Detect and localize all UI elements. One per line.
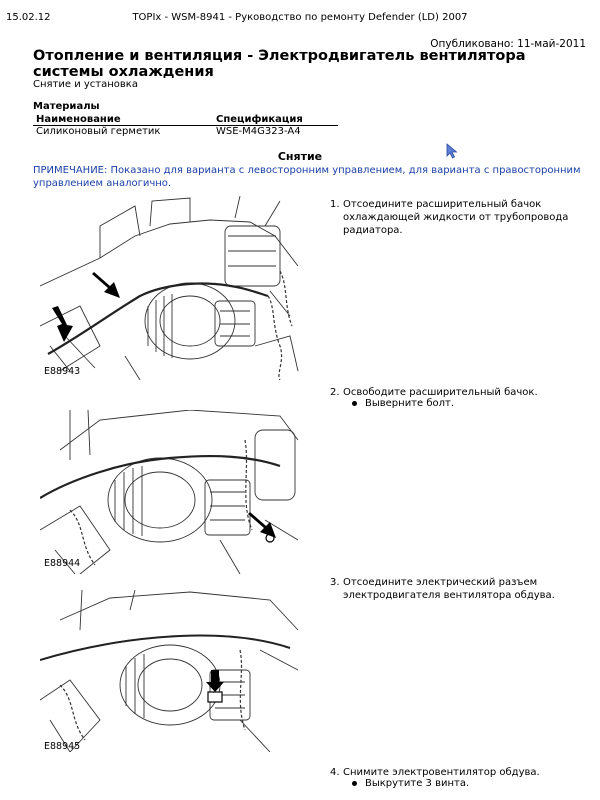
materials-cell-spec: WSE-M4G323-A4 bbox=[216, 126, 301, 137]
bullet-icon bbox=[352, 781, 357, 786]
figure-label: E88945 bbox=[44, 741, 81, 752]
page-subtitle: Снятие и установка bbox=[33, 79, 138, 90]
figure-e88943 bbox=[40, 196, 300, 380]
engine-bay-illustration-3 bbox=[40, 590, 300, 752]
mouse-cursor-icon bbox=[446, 143, 458, 159]
step-number: 1. bbox=[330, 199, 340, 210]
engine-bay-illustration-2 bbox=[40, 410, 300, 574]
step-3 bbox=[330, 576, 570, 602]
section-heading: Снятие bbox=[277, 150, 323, 163]
page-title: Отопление и вентиляция - Электродвигатель вентилятора системы охлаждения bbox=[33, 48, 526, 80]
materials-heading: Материалы bbox=[33, 101, 100, 112]
step-text: Снимите электровентилятор обдува. bbox=[343, 767, 540, 778]
arrow-icon bbox=[248, 512, 276, 538]
step-text: Освободите расширительный бачок. bbox=[343, 387, 538, 398]
step-number: 2. bbox=[330, 387, 340, 398]
arrow-icon bbox=[206, 670, 224, 692]
figure-e88944 bbox=[40, 410, 300, 574]
print-date: 15.02.12 bbox=[6, 12, 51, 23]
arrow-icon bbox=[92, 272, 120, 298]
step-1 bbox=[330, 198, 570, 237]
bullet-text: Выкрутите 3 винта. bbox=[365, 778, 470, 789]
materials-col-name: Наименование bbox=[36, 114, 121, 125]
step-2-bullet bbox=[352, 398, 454, 409]
step-number: 3. bbox=[330, 577, 340, 588]
step-text: Отсоедините расширительный бачок охлаждающей жидкости от трубопровода радиатора. bbox=[343, 199, 569, 236]
bullet-text: Выверните болт. bbox=[365, 398, 455, 409]
step-number: 4. bbox=[330, 767, 340, 778]
figure-label: E88944 bbox=[44, 558, 81, 569]
published-date: Опубликовано: 11-май-2011 bbox=[430, 38, 586, 50]
materials-cell-name: Силиконовый герметик bbox=[36, 126, 161, 137]
bullet-icon bbox=[352, 401, 357, 406]
figure-label: E88943 bbox=[44, 366, 81, 377]
note-text: ПРИМЕЧАНИЕ: Показано для варианта с левосторонним управлением, для варианта с правосторонним управлением аналогично. bbox=[33, 165, 581, 189]
materials-col-spec: Спецификация bbox=[216, 114, 303, 125]
step-text: Отсоедините электрический разъем электродвигателя вентилятора обдува. bbox=[343, 577, 555, 601]
print-header-title: TOPIx - WSM-8941 - Руководство по ремонту Defender (LD) 2007 bbox=[132, 12, 468, 23]
engine-bay-illustration-1 bbox=[40, 196, 300, 380]
step-4-bullet bbox=[352, 778, 469, 789]
figure-e88945 bbox=[40, 590, 300, 752]
